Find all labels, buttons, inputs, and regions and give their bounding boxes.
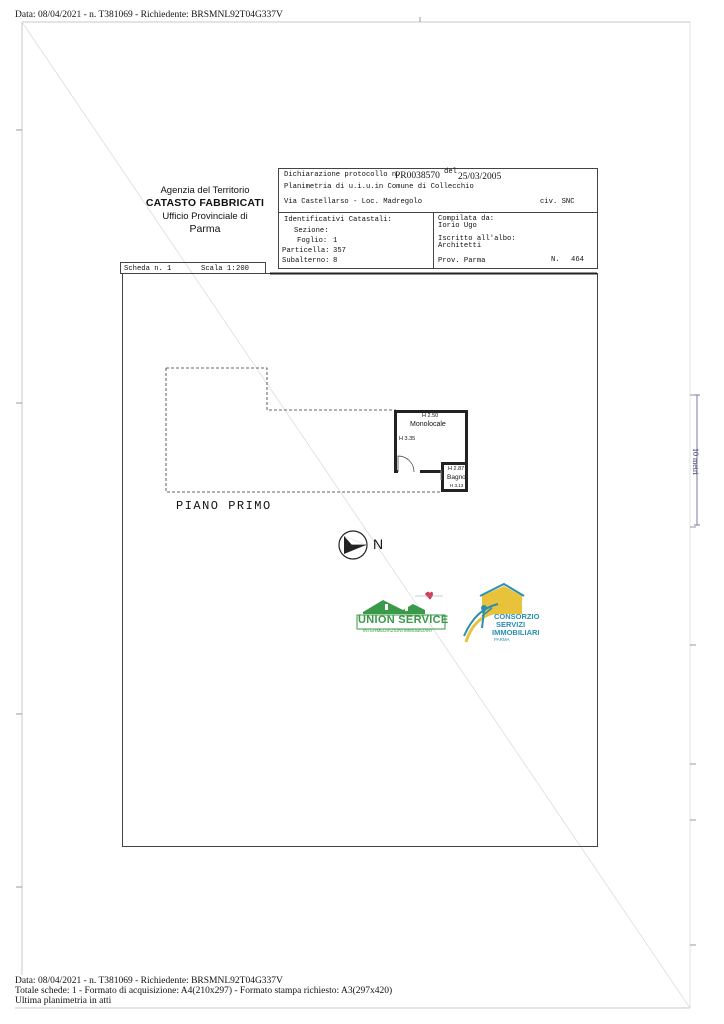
agency-department: CATASTO FABBRICATI [145, 197, 265, 209]
header-request-info: Data: 08/04/2021 - n. T381069 - Richiedente: BRSMNL92T04G337V [15, 10, 283, 20]
north-arrow-icon [339, 531, 367, 559]
agency-office: Ufficio Provinciale di [162, 211, 248, 222]
sezione-label: Sezione: [294, 227, 329, 235]
union-service-subtitle: INTERMEDIAZIONI IMMOBILIARI [363, 628, 432, 633]
identifiers-heading: Identificativi Catastali: [284, 216, 392, 224]
compiled-by: Iorio Ugo [438, 222, 477, 230]
room-bagno: Bagno [447, 474, 466, 481]
register: Architetti [438, 242, 482, 250]
door-swing [398, 456, 414, 472]
declaration-date: 25/03/2005 [458, 172, 502, 182]
subalterno-value: 8 [333, 257, 338, 265]
room-monolocale: Monolocale [410, 421, 446, 428]
consorzio-line4: PARMA [494, 637, 510, 642]
monolocale-top-height: H 2.50 [422, 413, 439, 419]
particella-label: Particella: [282, 247, 330, 255]
civic-number: civ. SNC [540, 198, 575, 206]
foglio-value: 1 [333, 237, 338, 245]
footer-last-plan: Ultima planimetria in atti [15, 996, 112, 1006]
scheda-label: Scheda n. [124, 265, 163, 273]
plan-title: PIANO PRIMO [176, 499, 272, 513]
bagno-height: H 2.87 [448, 466, 465, 472]
plan-municipality: Planimetria di u.i.u.in Comune di Collecchio [284, 183, 474, 191]
scala-value: 200 [236, 265, 249, 273]
protocol-number: PR0038570 [395, 171, 440, 181]
monolocale-height: H 3.35 [399, 436, 416, 442]
particella-value: 357 [333, 247, 346, 255]
register-number: 464 [571, 256, 584, 264]
province-label: Prov. Parma [438, 257, 486, 265]
agency-city: Parma [189, 223, 221, 235]
property-address: Via Castellarso - Loc. Madregolo [284, 198, 423, 206]
north-label: N [373, 536, 384, 552]
scala-label: Scala 1: [201, 265, 236, 273]
footer-format-info: Totale schede: 1 - Formato di acquisizione: A4(210x297) - Formato stampa richiesto: A3(297x420) [15, 986, 393, 996]
bagno-bottom-height: H 3.13 [450, 483, 464, 488]
building-outline [166, 368, 441, 492]
protocol-label: Dichiarazione protocollo n. [284, 171, 401, 179]
scheda-value: 1 [167, 265, 172, 273]
footer-request-info: Data: 08/04/2021 - n. T381069 - Richiedente: BRSMNL92T04G337V [15, 976, 283, 986]
agency-name: Agenzia del Territorio [160, 185, 250, 196]
union-service-name: UNION SERVICE [358, 614, 449, 626]
register-label: Iscritto all'albo: [438, 235, 516, 243]
foglio-label: Foglio: [297, 237, 328, 245]
scale-bar-label: 10 metri [691, 448, 700, 475]
register-number-label: N. [551, 256, 560, 264]
consorzio-line1: CONSORZIO [494, 612, 540, 621]
consorzio-line3: IMMOBILIARI [492, 628, 540, 637]
subalterno-label: Subalterno: [282, 257, 330, 265]
compiled-by-label: Compilata da: [438, 215, 495, 223]
date-label: del [444, 168, 457, 176]
consorzio-line2: SERVIZI [496, 620, 526, 629]
